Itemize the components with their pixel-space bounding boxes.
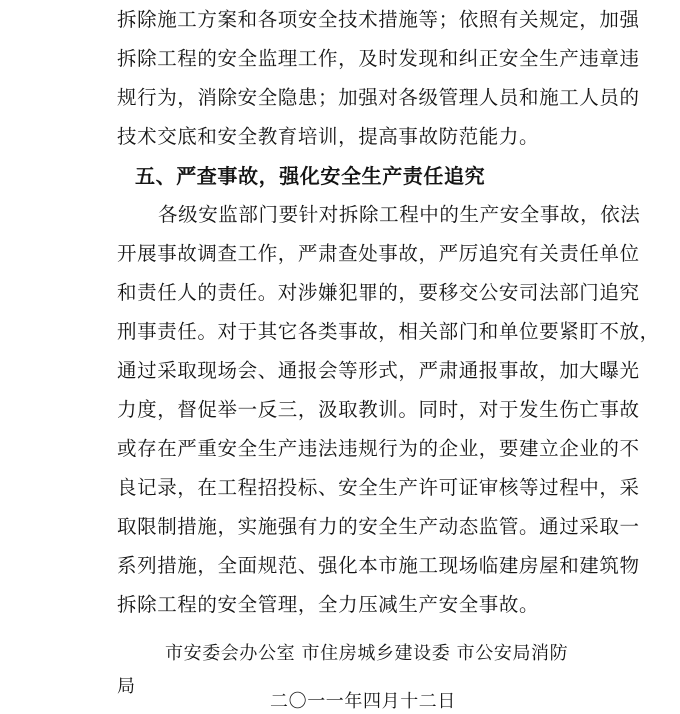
section-heading: 五、严查事故，强化安全生产责任追究 [135, 164, 486, 188]
paragraph-line: 技术交底和安全教育培训，提高事故防范能力。 [117, 125, 540, 148]
paragraph-line: 拆除工程的安全管理，全力压减生产安全事故。 [117, 593, 540, 616]
paragraph-line: 取限制措施，实施强有力的安全生产动态监管。通过采取一 [117, 515, 640, 538]
paragraph-line: 拆除工程的安全监理工作，及时发现和纠正安全生产违章违 [117, 47, 640, 70]
paragraph-line: 开展事故调查工作，严肃查处事故，严厉追究有关责任单位 [117, 242, 640, 265]
paragraph-line: 或存在严重安全生产违法违规行为的企业，要建立企业的不 [117, 437, 640, 460]
paragraph-line: 刑事责任。对于其它各类事故，相关部门和单位要紧盯不放， [117, 320, 660, 343]
paragraph-line: 力度，督促举一反三，汲取教训。同时，对于发生伤亡事故 [117, 398, 640, 421]
paragraph-line: 各级安监部门要针对拆除工程中的生产安全事故，依法 [158, 203, 641, 226]
paragraph-line: 系列措施，全面规范、强化本市施工现场临建房屋和建筑物 [117, 554, 640, 577]
document-date: 二〇一一年四月十二日 [270, 691, 456, 712]
paragraph-line: 规行为，消除安全隐患；加强对各级管理人员和施工人员的 [117, 86, 640, 109]
paragraph-line: 良记录，在工程招投标、安全生产许可证审核等过程中，采 [117, 476, 640, 499]
issuer-line: 市安委会办公室 市住房城乡建设委 市公安局消防 [165, 643, 569, 664]
paragraph-line: 通过采取现场会、通报会等形式，严肃通报事故，加大曝光 [117, 359, 640, 382]
paragraph-line: 和责任人的责任。对涉嫌犯罪的，要移交公安司法部门追究 [117, 281, 640, 304]
issuer-line: 局 [117, 676, 136, 697]
paragraph-line: 拆除施工方案和各项安全技术措施等；依照有关规定，加强 [117, 8, 640, 31]
